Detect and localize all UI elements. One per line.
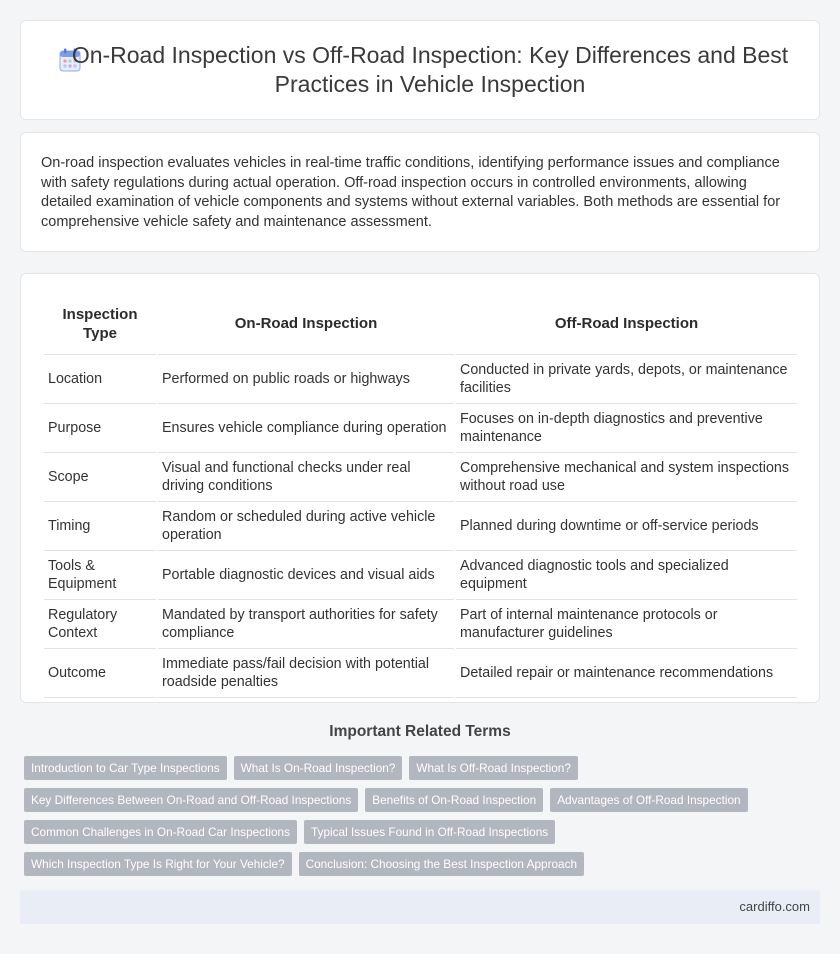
tag-row <box>24 852 804 876</box>
footer-site-name[interactable]: cardiffo.com <box>739 899 810 914</box>
related-term-link[interactable]: Typical Issues Found in Off-Road Inspections <box>304 820 555 844</box>
table-cell: Conducted in private yards, depots, or maintenance facilities <box>456 355 797 404</box>
related-terms-list <box>24 756 804 884</box>
related-term-link[interactable]: What Is On-Road Inspection? <box>234 756 403 780</box>
table-cell: Ensures vehicle compliance during operation <box>158 404 454 453</box>
table-cell: Portable diagnostic devices and visual aids <box>158 551 454 600</box>
related-term-link[interactable]: Advantages of Off-Road Inspection <box>550 788 747 812</box>
related-term-link[interactable]: Key Differences Between On-Road and Off-Road Inspections <box>24 788 358 812</box>
table-cell: Visual and functional checks under real driving conditions <box>158 453 454 502</box>
table-row <box>44 502 797 551</box>
row-label: Tools & Equipment <box>44 551 156 600</box>
related-term-link[interactable]: What Is Off-Road Inspection? <box>409 756 578 780</box>
row-label: Purpose <box>44 404 156 453</box>
table-cell: Random or scheduled during active vehicle operation <box>158 502 454 551</box>
page-title: On-Road Inspection vs Off-Road Inspection: Key Differences and Best Practices in Vehicle Inspection <box>71 42 789 97</box>
title-card <box>20 20 820 120</box>
related-term-link[interactable]: Conclusion: Choosing the Best Inspection Approach <box>299 852 585 876</box>
table-header-row <box>44 293 797 355</box>
table-cell: Detailed repair or maintenance recommendations <box>456 649 797 698</box>
table-row <box>44 453 797 502</box>
related-term-link[interactable]: Benefits of On-Road Inspection <box>365 788 543 812</box>
column-header: Off-Road Inspection <box>456 293 797 355</box>
intro-card <box>20 132 820 252</box>
table-row <box>44 404 797 453</box>
column-header: On-Road Inspection <box>158 293 454 355</box>
row-label: Scope <box>44 453 156 502</box>
table-cell: Planned during downtime or off-service periods <box>456 502 797 551</box>
footer <box>20 890 820 924</box>
related-term-link[interactable]: Introduction to Car Type Inspections <box>24 756 227 780</box>
related-term-link[interactable]: Which Inspection Type Is Right for Your Vehicle? <box>24 852 292 876</box>
comparison-table <box>42 293 799 698</box>
row-label: Location <box>44 355 156 404</box>
row-label: Regulatory Context <box>44 600 156 649</box>
table-row <box>44 649 797 698</box>
comparison-card <box>20 273 820 703</box>
intro-paragraph: On-road inspection evaluates vehicles in real-time traffic conditions, identifying performance issues and compliance with safety regulations during actual operation. Off-road inspection occurs in controlled environments, allowing detailed examination of vehicle components and systems without external variables. Both methods are essential for comprehensive vehicle safety and maintenance assessment. <box>41 155 781 230</box>
row-label: Outcome <box>44 649 156 698</box>
tag-row <box>24 788 804 812</box>
tag-row <box>24 820 804 844</box>
table-row <box>44 355 797 404</box>
related-term-link[interactable]: Common Challenges in On-Road Car Inspections <box>24 820 297 844</box>
row-label: Timing <box>44 502 156 551</box>
column-header: Inspection Type <box>44 293 156 355</box>
table-cell: Mandated by transport authorities for safety compliance <box>158 600 454 649</box>
table-cell: Advanced diagnostic tools and specialized equipment <box>456 551 797 600</box>
table-cell: Part of internal maintenance protocols or manufacturer guidelines <box>456 600 797 649</box>
table-row <box>44 600 797 649</box>
table-cell: Immediate pass/fail decision with potential roadside penalties <box>158 649 454 698</box>
table-cell: Performed on public roads or highways <box>158 355 454 404</box>
tag-row <box>24 756 804 780</box>
related-terms-heading: Important Related Terms <box>329 723 511 740</box>
table-cell: Comprehensive mechanical and system inspections without road use <box>456 453 797 502</box>
table-row <box>44 551 797 600</box>
table-cell: Focuses on in-depth diagnostics and preventive maintenance <box>456 404 797 453</box>
